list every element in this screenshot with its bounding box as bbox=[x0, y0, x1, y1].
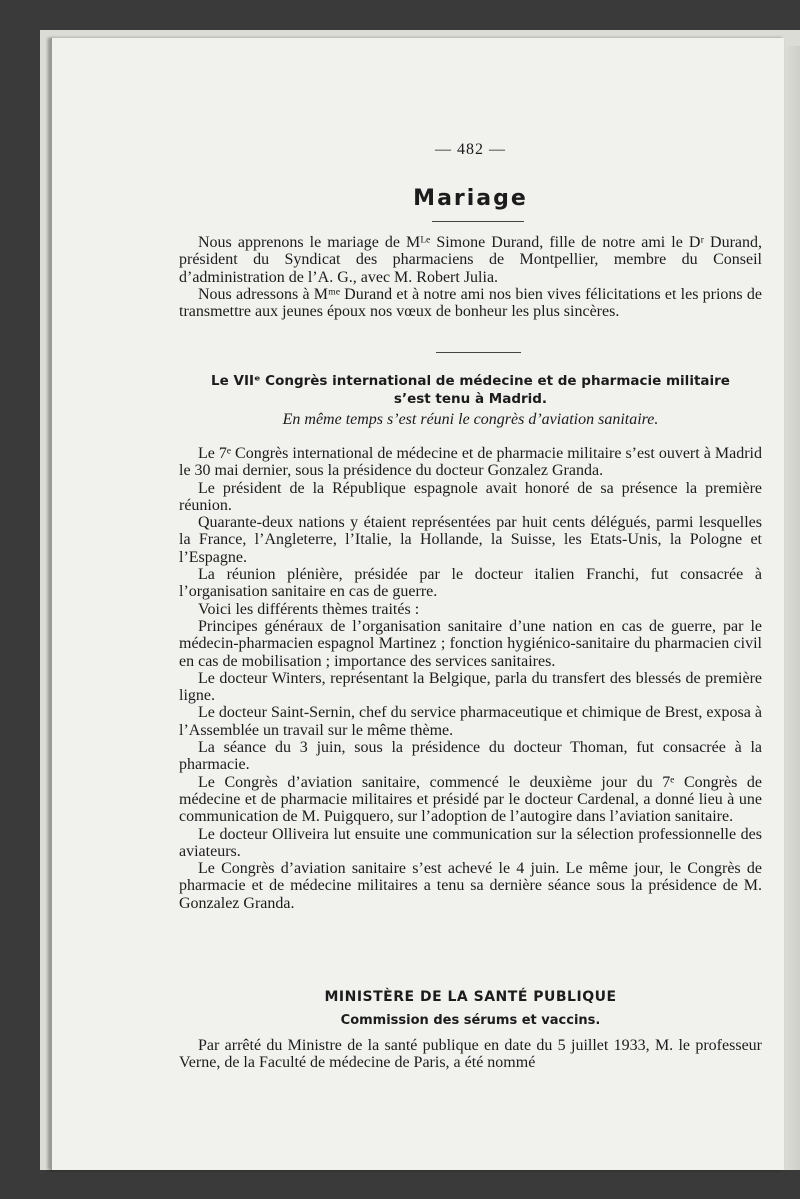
paragraph: Quarante-deux nations y étaient représentées par huit cents délégués, parmi lesquelles la France, l’Angleterre, l’Italie, la Hollande, la Suisse, les Etats-Unis, la Pologne et l’Espagne. bbox=[179, 514, 762, 566]
paragraph: Le docteur Olliveira lut ensuite une communication sur la sélection professionnelle des aviateurs. bbox=[179, 825, 762, 860]
mariage-text bbox=[179, 234, 762, 320]
congress-subtitle: En même temps s’est réuni le congrès d’aviation sanitaire. bbox=[282, 411, 659, 428]
paragraph: Par arrêté du Ministre de la santé publique en date du 5 juillet 1933, M. le professeur Verne, de la Faculté de médecine de Paris, a été nommé bbox=[179, 1037, 762, 1072]
section-title-mariage: Mariage bbox=[413, 186, 528, 211]
paragraph: Le président de la République espagnole avait honoré de sa présence la première réunion. bbox=[179, 479, 762, 514]
paragraph: La séance du 3 juin, sous la présidence du docteur Thoman, fut consacrée à la pharmacie. bbox=[179, 739, 762, 774]
paragraph: Principes généraux de l’organisation sanitaire d’une nation en cas de guerre, par le médecin-pharmacien espagnol Martinez ; fonction hygiénico-sanitaire du pharmacien civil en cas de mobilisation ; importance des services sanitaires. bbox=[179, 617, 762, 670]
document-page bbox=[50, 38, 784, 1170]
congress-text bbox=[179, 445, 762, 912]
paragraph: Le 7ᵉ Congrès international de médecine et de pharmacie militaire s’est ouvert à Madrid le 30 mai dernier, sous la présidence du docteur Gonzalez Granda. bbox=[179, 445, 762, 480]
page-number: — 482 — bbox=[435, 141, 506, 158]
paragraph: La réunion plénière, présidée par le docteur italien Franchi, fut consacrée à l’organisation sanitaire en cas de guerre. bbox=[179, 566, 762, 601]
paragraph: Le Congrès d’aviation sanitaire s’est achevé le 4 juin. Le même jour, le Congrès de pharmacie et de médecine militaires a tenu sa dernière séance sous la présidence de M. Gonzalez Granda. bbox=[179, 860, 762, 912]
paragraph: Le docteur Saint-Sernin, chef du service pharmaceutique et chimique de Brest, exposa à l’Assemblée un travail sur le même thème. bbox=[179, 704, 762, 739]
title-divider bbox=[432, 221, 524, 222]
paragraph: Nous adressons à Mᵐᵉ Durand et à notre ami nos bien vives félicitations et les prions de transmettre aux jeunes époux nos vœux de bonheur les plus sincères. bbox=[179, 285, 762, 321]
ministry-heading: MINISTÈRE DE LA SANTÉ PUBLIQUE bbox=[324, 989, 617, 1005]
congress-heading-line1: Le VIIᵉ Congrès international de médecine et de pharmacie militaire bbox=[211, 373, 730, 389]
paragraph: Nous apprenons le mariage de Mᴸᵉ Simone Durand, fille de notre ami le Dʳ Durand, président du Syndicat des pharmaciens de Montpellier, membre du Conseil d’administration de l’A. G., avec M. Robert Julia. bbox=[179, 234, 762, 286]
paragraph: Le docteur Winters, représentant la Belgique, parla du transfert des blessés de première ligne. bbox=[179, 669, 762, 705]
congress-heading-line2: s’est tenu à Madrid. bbox=[393, 391, 548, 407]
commission-subheading: Commission des sérums et vaccins. bbox=[340, 1013, 601, 1028]
congress-heading bbox=[179, 372, 762, 408]
section-divider bbox=[436, 352, 521, 353]
paragraph: Le Congrès d’aviation sanitaire, commencé le deuxième jour du 7ᵉ Congrès de médecine et de pharmacie militaires et présidé par le docteur Cardenal, a donné lieu à une communication de M. Puigquero, sur l’adoption de l’autogire dans l’aviation sanitaire. bbox=[179, 773, 762, 826]
paragraph: Voici les différents thèmes traités : bbox=[198, 600, 420, 618]
ministry-text bbox=[179, 1037, 762, 1072]
